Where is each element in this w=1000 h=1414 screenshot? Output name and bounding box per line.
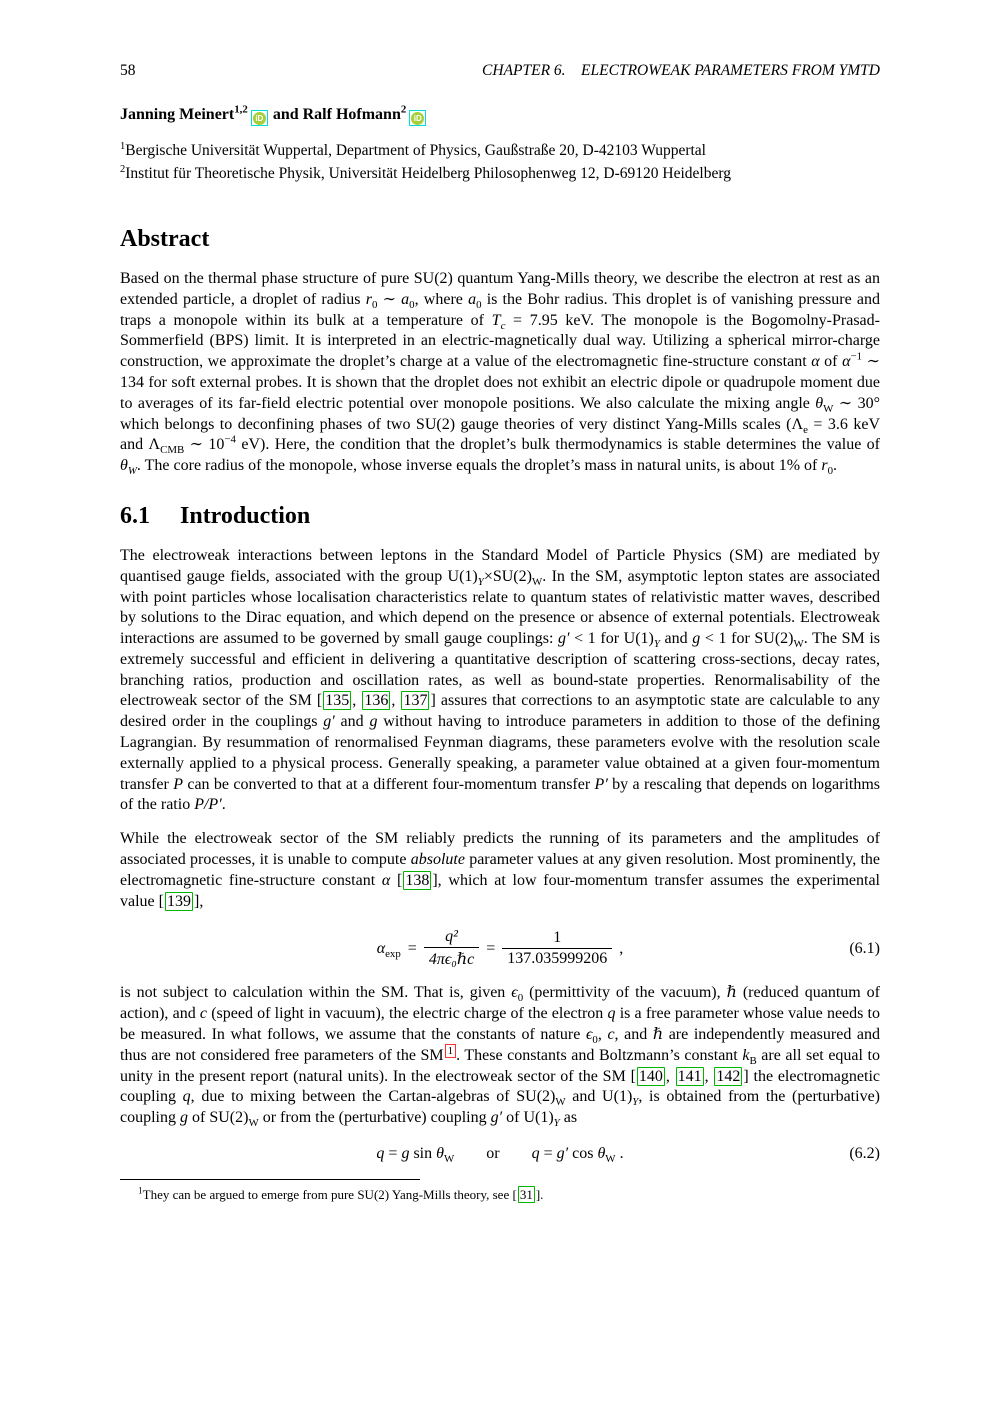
section-heading xyxy=(120,503,880,530)
citation-link[interactable]: 136 xyxy=(364,692,389,710)
affiliation-text: Institut für Theoretische Physik, Universität Heidelberg Philosophenweg 12, D-69120 Heidelberg xyxy=(125,165,731,183)
citation-link[interactable]: 31 xyxy=(519,1187,533,1203)
equation-tag-6-1: (6.1) xyxy=(849,939,880,957)
footnote-block xyxy=(120,1179,880,1204)
running-header xyxy=(120,62,880,80)
page-number: 58 xyxy=(120,62,136,79)
equation-6-2 xyxy=(120,1145,880,1166)
orcid-icon[interactable] xyxy=(251,110,268,126)
affiliation-1 xyxy=(120,140,880,162)
equation-tag-6-2: (6.2) xyxy=(849,1145,880,1163)
affiliation-2 xyxy=(120,163,880,185)
eq2-body: q = g $\sin \theta_W$ or q = g′ $\cos \theta_W$ . xyxy=(376,1145,624,1166)
author-name-1: Janning Meinert xyxy=(120,106,235,123)
intro-paragraph-1: The electroweak interactions between leptons in the Standard Model of Particle Physics (SM) are mediated by quantised gauge fields, associated with the group $U(1)_Y\times SU(2)_W$. In the SM, asymptotic lepton states are associated with point particles whose localisation characteristics relate to quantum states of relativistic matter waves, described by solutions to the Dirac equation, and which depend on the presence or absence of external potentials. Electroweak interactions are assumed to be governed by small gauge couplings: g′ < 1 for $U(1)_Y$ and g < 1 for $SU(2)_W$. The SM is extremely successful and efficient in delivering a quantitative description of scattering cross-sections, decay rates, branching ratios, production and oscillation rates, as well as bound-state properties. Renormalisability of the electroweak sector of the SM [ 135 , 136 , 137 ] assures that corrections to an asymptotic state are calculable to any desired order in the couplings g′ and g without having to introduce parameters in addition to those of the defining Lagrangian. By resummation of renormalised Feynman diagrams, these parameters evolve with the resolution scale externally applied to a physical process. Generally speaking, a parameter value obtained at a given four-momentum transfer P can be converted to that at a different four-momentum transfer P′ by a rescaling that depends on logarithms of the ratio P/P′. xyxy=(120,546,881,814)
eq1-equals-2: = xyxy=(486,939,496,957)
affiliation-marker: 1 xyxy=(120,140,126,152)
citation-link[interactable]: 138 xyxy=(405,871,430,889)
footnote-marker: 1 xyxy=(138,1186,143,1197)
eq1-equals-1: = xyxy=(407,939,417,957)
author-affil-marks-1: 1,2 xyxy=(234,103,248,116)
citation-link[interactable]: 141 xyxy=(677,1067,702,1085)
citation-link[interactable]: 135 xyxy=(325,692,350,710)
author-connector: and xyxy=(268,106,303,123)
equation-6-1 xyxy=(120,928,880,969)
section-number: 6.1 xyxy=(120,502,150,529)
orcid-logo: iD xyxy=(411,112,424,125)
section-title: Introduction xyxy=(180,502,311,529)
footnote-rule xyxy=(120,1179,420,1180)
eq1-fraction-2: $\frac{1}{137.035999206}$ xyxy=(502,929,612,968)
affiliation-marker: 2 xyxy=(120,164,126,176)
citation-link[interactable]: 139 xyxy=(166,892,191,910)
abstract-heading: Abstract xyxy=(120,225,210,252)
eq1-lhs: $\alpha_{exp}$ xyxy=(376,939,401,961)
orcid-logo: iD xyxy=(253,112,266,125)
footnote-1 xyxy=(120,1186,880,1204)
intro-paragraph-2: While the electroweak sector of the SM reliably predicts the running of its parameters and the amplitudes of associated processes, it is unable to compute absolute parameter values at any given resolution. Most prominently, the electromagnetic fine-structure constant α [ 138 ], which at low four-momentum transfer assumes the experimental value [ 139 ], xyxy=(120,830,881,910)
abstract-paragraph: Based on the thermal phase structure of pure SU(2) quantum Yang-Mills theory, we describe the electron at rest as an extended particle, a droplet of radius $r_0$ ∼ $a_0$, where $a_0$ is the Bohr radius. This droplet is of vanishing pressure and traps a monopole within its bulk at a temperature of $T_c = 7.95$ keV. The monopole is the Bogomolny-Prasad-Sommerfield (BPS) limit. It is interpreted in an electric-magnetically dual way. Utilizing a spherical mirror-charge construction, we approximate the droplet’s charge at a value of the electromagnetic fine-structure constant α of $\alpha^{-1}$ ∼ 134 for soft external probes. It is shown that the droplet does not exhibit an electric dipole or quadrupole moment due to averages of its far-field electric potential over monopole positions. We also calculate the mixing angle $\theta_W$ ∼ 30° which belongs to deconfining phases of two SU(2) gauge theories of very distinct Yang-Mills scales ($\Lambda_e = 3.6$ keV and $\Lambda_{CMB}$ ∼ $10^{-4}$ eV). Here, the condition that the droplet’s bulk thermodynamics is stable determines the value of $\theta_W$. The core radius of the monopole, whose inverse equals the droplet’s mass in natural units, is about 1% of $r_0$. xyxy=(120,269,881,478)
author-name-2: Ralf Hofmann xyxy=(302,106,401,123)
citation-link[interactable]: 140 xyxy=(638,1067,663,1085)
eq1-fraction-1: $\frac{\text{q²}}{\text{4πϵ₀ℏc}}$ xyxy=(424,928,479,969)
eq1-trailing-comma: , xyxy=(619,939,624,957)
chapter-header-title: CHAPTER 6. ELECTROWEAK PARAMETERS FROM YMTD xyxy=(482,62,880,79)
author-affil-marks-2: 2 xyxy=(400,103,407,116)
author-line xyxy=(120,103,880,126)
intro-paragraph-3: is not subject to calculation within the SM. That is, given $\epsilon_0$ (permittivity of the vacuum), ℏ (reduced quantum of action), and c (speed of light in vacuum), the electric charge of the electron q is a free parameter whose value needs to be measured. In what follows, we assume that the constants of nature $\epsilon_0$, c, and ℏ are independently measured and thus are not considered free parameters of the SM $^1$ . These constants and Boltzmann’s constant $k_B$ are all set equal to unity in the present report (natural units). In the electroweak sector of the SM [ 140 , 141 , 142 ] the electromagnetic coupling q, due to mixing between the Cartan-algebras of $SU(2)_W$ and $U(1)_Y$, is obtained from the (perturbative) coupling g of $SU(2)_W$ or from the (perturbative) coupling g′ of $U(1)_Y$ as xyxy=(120,984,881,1130)
footnote-text: They can be argued to emerge from pure SU(2) Yang-Mills theory, see [ 31 ]. xyxy=(142,1187,544,1203)
orcid-icon[interactable] xyxy=(409,110,426,126)
citation-link[interactable]: 142 xyxy=(716,1067,741,1085)
affiliation-text: Bergische Universität Wuppertal, Department of Physics, Gaußstraße 20, D-42103 Wuppertal xyxy=(125,142,706,159)
footnote-ref-link[interactable]: 1 xyxy=(445,1044,456,1058)
citation-link[interactable]: 137 xyxy=(403,692,428,710)
